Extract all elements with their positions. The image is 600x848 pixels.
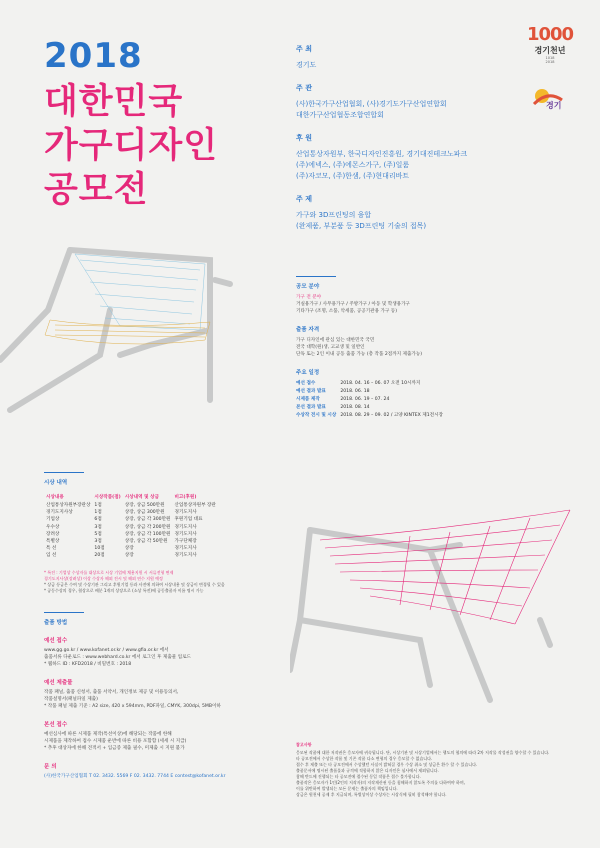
awards-note: * 특전 : 기업상 수상자를 대상으로 시상 기업에 채용지원 시 서류전형 면제 xyxy=(44,569,174,575)
organizers-section xyxy=(296,44,536,232)
chair-illustration-top xyxy=(0,210,290,450)
poster-title xyxy=(44,80,218,212)
notes-label: 참고사항 xyxy=(296,742,312,747)
award-count: 1점 xyxy=(94,503,102,508)
notes-line: 참해 반드에 진행되는 타 공모전에 접수된 동일 작품은 접수 불가합니다. xyxy=(296,774,421,779)
award-sponsor: 산업통상자원부 장관 xyxy=(174,503,216,508)
notes-line: 상금은 원천세 공제 후 지급되며, 특별상이상 수상자는 시상식에 필히 참석해야 합니다. xyxy=(296,792,447,797)
sponsor-line-2: (주)에넥스, (주)에몬스가구, (주)일룸 xyxy=(296,161,410,169)
schedule-value: 2018. 08. 29 – 09. 02 / 고양 KINTEX 제1전시장 xyxy=(340,413,443,418)
awards-header: 시상작품(점) xyxy=(94,495,121,500)
awards-note: 경기도지사상(장려상) 이상 수상자 해외 전시 및 해외 연수 지원 예정 xyxy=(44,575,163,581)
awards-label: 시상 내역 xyxy=(44,480,68,486)
final-label: 본선 접수 xyxy=(44,722,68,728)
table-row xyxy=(44,552,218,559)
schedule-row xyxy=(296,412,447,420)
schedule-key: 수상작 전시 및 시상 xyxy=(296,413,337,418)
schedule-key: 본선 결과 발표 xyxy=(296,405,326,410)
award-sponsor: 경기도지사 xyxy=(174,531,197,537)
table-row xyxy=(44,502,218,509)
field-label: 공모 분야 xyxy=(296,284,320,290)
award-name: 산업통상자원부장관상 xyxy=(46,503,91,508)
table-row xyxy=(44,545,218,552)
award-prize: 상장 xyxy=(124,553,134,559)
award-sponsor: 가구단체장 xyxy=(174,539,197,545)
schedule-row xyxy=(296,396,447,404)
method-section xyxy=(44,618,274,780)
final-line: * 추후 대상자에 한해 견적서 + 입금증 제출 필수, 미제출 시 지원 불가 xyxy=(44,746,185,751)
eligibility-label: 출품 자격 xyxy=(296,327,320,333)
field-line-2: 기타가구 (조명, 소품, 악세품, 공공기관용 가구 등) xyxy=(296,309,398,314)
award-name: 특 선 xyxy=(46,546,57,552)
contest-section xyxy=(296,282,556,420)
supervisor-line-1: (사)한국가구산업협회, (사)경기도가구산업연합회 xyxy=(296,100,447,108)
award-sponsor: 경기도지사 xyxy=(174,553,197,559)
supervisor-line-2: 대한가구산업협동조합연합회 xyxy=(296,111,384,119)
title-line-2: 가구디자인 xyxy=(44,126,219,166)
award-count: 3점 xyxy=(94,524,102,530)
award-count: 6점 xyxy=(94,517,102,523)
schedule-row xyxy=(296,380,447,388)
table-row xyxy=(44,524,218,531)
awards-table xyxy=(44,494,218,560)
awards-header: 시상내용 xyxy=(46,495,64,500)
award-prize: 상장, 상금 각 200만원 xyxy=(124,524,171,530)
theme-label: 주 제 xyxy=(296,195,312,203)
year-heading: 2018 xyxy=(44,36,143,76)
award-count: 3점 xyxy=(94,539,102,545)
awards-note: * 공동수상의 경우, 협상으로 배분 1개의 상장으로 (소상 특전)에 공동출품자 이름 명시 가능 xyxy=(44,587,204,593)
awards-section xyxy=(44,478,284,594)
eligibility-line-1: 가구 디자인에 관심 있는 대한민국 국민 xyxy=(296,338,375,343)
awards-header: 비고(후원) xyxy=(174,495,197,500)
gg-logo-text: 경기 xyxy=(546,101,562,110)
supervisor-label: 주 관 xyxy=(296,84,312,92)
divider-awards xyxy=(44,472,84,473)
award-sponsor: 후원기업 대표 xyxy=(174,517,203,523)
award-name: 우수상 xyxy=(46,524,60,530)
prelim-label: 예선 접수 xyxy=(44,638,68,644)
award-count: 20점 xyxy=(94,553,105,559)
schedule-value: 2018. 06. 19 – 07. 24 xyxy=(340,397,390,402)
host-label: 주 최 xyxy=(296,45,312,53)
field-line-1: 거실용가구 / 사무용가구 / 주방가구 / 아동 및 학생용가구 xyxy=(296,302,410,307)
schedule-key: 시제품 제작 xyxy=(296,397,320,402)
method-label: 출품 방법 xyxy=(44,620,68,626)
schedule-value: 2018. 04. 16 – 06. 07 오전 10시까지 xyxy=(340,381,421,386)
schedule-value: 2018. 06. 18 xyxy=(340,389,370,394)
notes-line: 출품문서에 명시된 출품물과 규격에 적합하지 않은 디자인은 심사에서 제외됩니다. xyxy=(296,768,439,773)
field-sub: 가구 전 분야 xyxy=(296,295,322,300)
award-prize: 상장, 상금 각 300만원 xyxy=(124,517,171,523)
awards-header: 시상내역 및 상금 xyxy=(124,495,160,500)
sponsor-line-1: 산업통상자원부, 한국디자인진흥원, 경기대진테크노파크 xyxy=(296,150,468,158)
notes-line: 이를 위반하여 발생되는 모든 문제는 출품자의 책임입니다. xyxy=(296,786,398,791)
notes-section xyxy=(296,742,586,798)
schedule-value: 2018. 08. 14 xyxy=(340,405,370,410)
eligibility-line-2: 전국 대학(원)생, 고교생 및 일반인 xyxy=(296,345,365,350)
docs-line: 작품설명서(패널파일 제출) xyxy=(44,697,98,702)
anniv-number: 1000 xyxy=(526,24,574,45)
prelim-line: www.gg.go.kr / www.kofanet.or.kr / www.gfia.or.kr 에서 xyxy=(44,648,169,653)
notes-line: 접수 후 제출 또는 타 공모전에서 수상했던 사실이 밝혀질 경우 수상 취소 및 상금은 환수 할 수 있습니다. xyxy=(296,762,478,767)
title-line-1: 대한민국 xyxy=(44,82,184,122)
award-name: 경기도지사상 xyxy=(46,510,73,516)
sponsor-label: 후 원 xyxy=(296,134,312,142)
award-sponsor: 경기도지사 xyxy=(174,510,197,516)
award-prize: 상장, 상금 500만원 xyxy=(124,503,165,508)
final-line: 시제품을 제작하여 접수 시제품 운반에 따른 비용 포함함 (세세 시 지급) xyxy=(44,739,187,744)
notes-line: 출품작은 응모자가 1인(2인의 저작자)의 저작재산권 등을 침해하지 않도록 주의를 다하여야 하며, xyxy=(296,780,466,785)
schedule-row xyxy=(296,404,447,412)
schedule-row xyxy=(296,388,447,396)
title-line-3: 공모전 xyxy=(44,170,149,210)
award-prize: 상장 xyxy=(124,546,134,552)
award-count: 1점 xyxy=(94,510,102,516)
award-prize: 상장, 상금 각 100만원 xyxy=(124,531,171,537)
award-count: 10점 xyxy=(94,546,105,552)
docs-label: 예선 제출물 xyxy=(44,680,73,686)
anniv-text: 경기천년 xyxy=(534,46,566,55)
chair-illustration-bottom xyxy=(290,470,590,720)
award-count: 5점 xyxy=(94,531,102,537)
prelim-line: 출품서류 다운로드 : www.webhard.co.kr 에서 로그인 후 제출물 업로드 xyxy=(44,655,191,660)
contact-label: 문 의 xyxy=(44,764,57,770)
table-row xyxy=(44,531,218,538)
eligibility-line-3: 단독 또는 2인 이내 공동 출품 가능 (총 작품 2점까지 제출가능) xyxy=(296,352,423,357)
docs-line: 작품 패널, 출품 신청서, 출품 서약서, 개인정보 제공 및 이용동의서, xyxy=(44,690,179,695)
schedule-table xyxy=(296,380,447,420)
anniv-years: 1018 2018 xyxy=(545,56,555,64)
table-row xyxy=(44,509,218,516)
award-name: 기업상 xyxy=(46,517,60,523)
awards-header-row xyxy=(44,494,218,502)
award-name: 장려상 xyxy=(46,531,60,537)
host-text: 경기도 xyxy=(296,61,317,69)
divider-method xyxy=(44,612,84,613)
award-sponsor: 경기도지사 xyxy=(174,546,197,552)
final-line: 예선심사에 따른 시제품 제작(특선이상)에 해당되는 작품에 한해 xyxy=(44,732,172,737)
schedule-key: 예선 접수 xyxy=(296,381,316,386)
notes-line: 응모된 작품에 대한 저작권은 응모자에 귀속됩니다. 단, 시상기관 및 시상기업에서는 행도의 협의에 따라 2차 저작물 작성권을 양수할 수 있습니다. xyxy=(296,750,550,755)
schedule-label: 주요 일정 xyxy=(296,370,320,376)
award-name: 특별상 xyxy=(46,539,60,545)
docs-line: * 작품 패널 제출 기준 : A2 size, 420 x 594mm, PDF파일, CMYK, 300dpi, 5MB이하 xyxy=(44,704,221,709)
sponsor-line-3: (주)자코모, (주)한샘, (주)현대리바트 xyxy=(296,172,410,180)
table-row xyxy=(44,538,218,545)
award-name: 입 선 xyxy=(46,553,57,559)
awards-note: * 상금 등급은 수여 및 수상기관 그리고 후원기업 등과 사전에 의하여 시상내용 및 상금이 변경될 수 있음 xyxy=(44,581,225,587)
divider-contest xyxy=(296,276,336,277)
contact-line: (사)한국가구산업협회 T 02. 3432. 5569 F 02. 3432. 7744 E contest@kofanet.or.kr xyxy=(44,774,226,779)
prelim-line: * 웹하드 ID : KFD2018 / 비밀번호 : 2018 xyxy=(44,662,132,667)
award-prize: 상장, 상금 각 50만원 xyxy=(124,539,168,545)
theme-line-1: 가구와 3D프린팅의 융합 xyxy=(296,211,372,219)
award-sponsor: 경기도지사 xyxy=(174,524,197,530)
notes-line: 타 공모전에서 수상한 작품 및 기존 작품 다소 변형의 경우 응모할 수 없습니다. xyxy=(296,756,433,761)
theme-line-2: (완제품, 부분품 등 3D프린팅 기술의 접목) xyxy=(296,222,427,230)
table-row xyxy=(44,516,218,523)
award-prize: 상장, 상금 300만원 xyxy=(124,510,165,516)
schedule-key: 예선 결과 발표 xyxy=(296,389,326,394)
